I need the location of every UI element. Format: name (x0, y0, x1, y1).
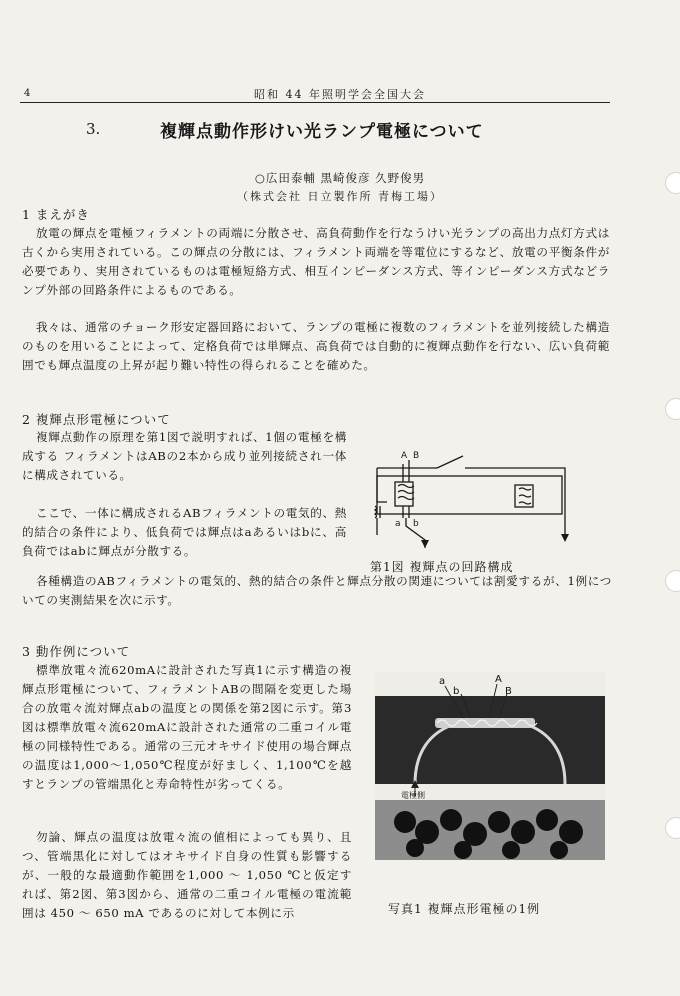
section-3-heading: 3 動作例について (22, 644, 131, 659)
figure-1-label-a: a (395, 519, 401, 529)
affiliation: （株式会社 日立製作所 青梅工場） (237, 190, 443, 203)
binder-hole (665, 570, 680, 592)
running-header: 昭和 44 年照明学会全国大会 (254, 88, 426, 101)
figure-1-label-B: B (413, 451, 420, 461)
section-2-paragraph-1: 複輝点動作の原理を第1図で説明すれば、1個の電極を構成する フィラメントはABの2本から成り並列接続され一体に構成されている。 (22, 430, 347, 482)
photo-label-b: b (453, 686, 460, 697)
binder-hole (665, 817, 680, 839)
figure-1-label-A: A (401, 451, 408, 461)
photo-label-A: A (495, 674, 502, 685)
photo-label-electrode-side: 電極側 (401, 791, 425, 800)
authors: ○広田泰輔 黒崎俊彦 久野俊男 (254, 171, 426, 185)
figure-1-circuit-diagram (365, 430, 575, 550)
section-3-paragraph-2: 勿論、輝点の温度は放電々流の値相によっても異り、且つ、管端黒化に対してはオキサイド自身の性質も影響するが、一般的な最適動作範囲を1,000 〜 1,050 ℃と仮定すれば、第2図、第3図から、通常の二重コイル電極の電流範囲は 450 〜 650 mA であるのに対して本例に示 (22, 830, 352, 920)
paper-number: 3. (86, 120, 101, 138)
photo-label-B: B (505, 686, 512, 697)
paper-title: 複輝点動作形けい光ランプ電極について (160, 122, 484, 142)
section-1-paragraph-1: 放電の輝点を電極フィラメントの両端に分散させ、高負荷動作を行なうけい光ランプの高出力点灯方式は古くから実用されている。この輝点の分散には、フィラメント両端を等電位にするなど、放電の平衡条件が必要であり、実用されているものは電極短絡方式、相互インピーダンス方式、等インピーダンス方式などランプ外部の回路条件によるものである。 (22, 226, 610, 297)
photo-1-electrode (375, 672, 605, 860)
binder-hole (665, 398, 680, 420)
figure-1-caption: 第1図 複輝点の回路構成 (370, 560, 514, 574)
section-1-paragraph-2: 我々は、通常のチョーク形安定器回路において、ランプの電極に複数のフィラメントを並列接続した構造のものを用いることによって、定格負荷では単輝点、高負荷では自動的に複輝点動作を行ない、広い負荷範囲でも輝点温度の上昇が起り難い特性の得られることを確めた。 (22, 320, 610, 372)
figure-1-label-b: b (413, 519, 419, 529)
photo-1-caption: 写真1 複輝点形電極の1例 (388, 902, 541, 916)
section-2-heading: 2 複輝点形電極について (22, 412, 171, 427)
header-rule (20, 102, 610, 103)
section-2-paragraph-2: ここで、一体に構成されるABフィラメントの電気的、熱的結合の条件により、低負荷では輝点はaあるいはbに、高負荷ではabに輝点が分散する。 (22, 506, 347, 558)
section-3-paragraph-1: 標準放電々流620mAに設計された写真1に示す構造の複輝点形電極について、フィラメントABの間隔を変更した場合の放電々流対輝点abの温度との関係を第2図に示す。第3図は標準放電々流620mAに設計された通常の二重コイル電極の同様特性である。通常の三元オキサイド使用の場合輝点の温度は1,000〜1,050℃程度が好ましく、1,100℃を越すとランプの管端黒化と寿命特性が劣ってくる。 (22, 663, 352, 791)
photo-label-a: a (439, 676, 446, 687)
page-number: 4 (24, 88, 31, 99)
section-1-heading: 1 まえがき (22, 207, 90, 222)
section-2-paragraph-3: 各種構造のABフィラメントの電気的、熱的結合の条件と輝点分散の関連については割愛するが、1例についての実測結果を次に示す。 (22, 574, 612, 607)
